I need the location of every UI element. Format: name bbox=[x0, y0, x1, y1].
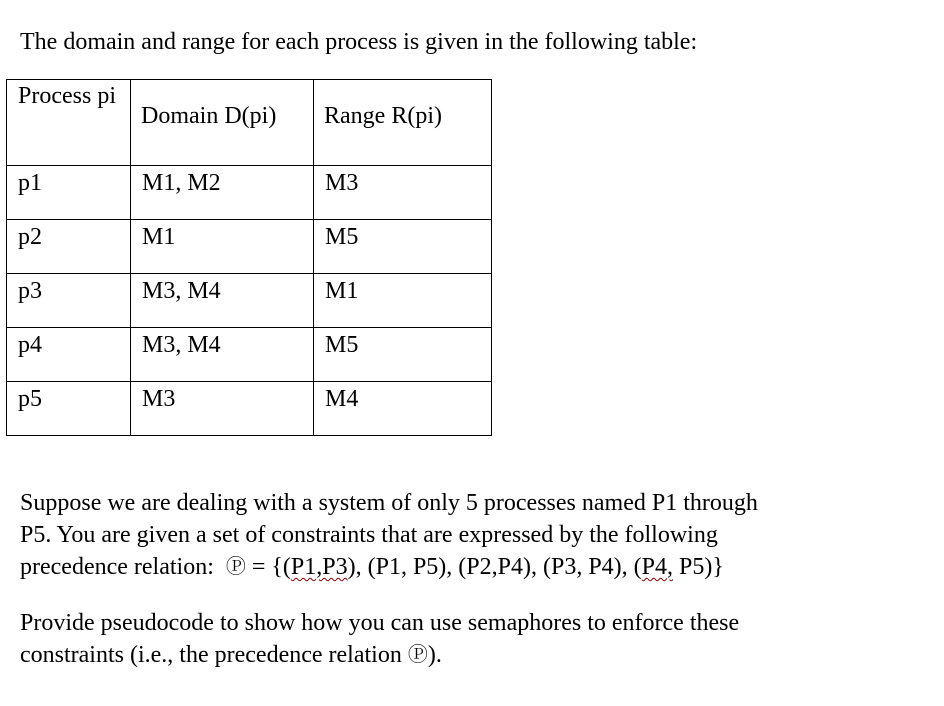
cell-process: p4 bbox=[7, 328, 131, 382]
constraints-paragraph bbox=[20, 487, 920, 583]
cell-range: M5 bbox=[314, 328, 492, 382]
intro-text: The domain and range for each process is given in the following table: bbox=[20, 29, 698, 55]
paragraph-text: ). bbox=[427, 642, 442, 668]
paragraph-line: Suppose we are dealing with a system of only 5 processes named P1 through bbox=[20, 490, 758, 516]
cell-domain: M1, M2 bbox=[131, 166, 314, 220]
table-row bbox=[7, 328, 492, 382]
precedence-relation-line bbox=[20, 551, 920, 583]
header-process: Process pi bbox=[7, 80, 131, 166]
table-row bbox=[7, 166, 492, 220]
paragraph-line bbox=[20, 639, 920, 671]
spellcheck-squiggle-text: P1,P3 bbox=[290, 554, 348, 580]
cell-process: p2 bbox=[7, 220, 131, 274]
circled-p-symbol: Ⓟ bbox=[225, 554, 246, 578]
process-table bbox=[6, 79, 492, 436]
table-row bbox=[7, 220, 492, 274]
cell-domain: M1 bbox=[131, 220, 314, 274]
paragraph-line: Provide pseudocode to show how you can use semaphores to enforce these bbox=[20, 610, 740, 636]
cell-range: M3 bbox=[314, 166, 492, 220]
paragraph-text: precedence relation: bbox=[20, 554, 226, 580]
task-paragraph bbox=[20, 607, 920, 671]
cell-domain: M3, M4 bbox=[131, 274, 314, 328]
table-header-row bbox=[7, 80, 492, 166]
cell-domain: M3 bbox=[131, 382, 314, 436]
cell-range: M1 bbox=[314, 274, 492, 328]
cell-process: p1 bbox=[7, 166, 131, 220]
header-range: Range R(pi) bbox=[314, 80, 492, 166]
paragraph-text: = {( bbox=[245, 554, 291, 580]
cell-range: M4 bbox=[314, 382, 492, 436]
cell-process: p3 bbox=[7, 274, 131, 328]
paragraph-text: ), (P1, P5), (P2,P4), (P3, P4), ( bbox=[347, 554, 642, 580]
table-row bbox=[7, 382, 492, 436]
spellcheck-squiggle-text: P4, bbox=[641, 554, 674, 580]
paragraph-text: P5)} bbox=[673, 554, 724, 580]
cell-process: p5 bbox=[7, 382, 131, 436]
paragraph-text: constraints (i.e., the precedence relation bbox=[20, 642, 408, 668]
cell-range: M5 bbox=[314, 220, 492, 274]
table-row bbox=[7, 274, 492, 328]
header-domain: Domain D(pi) bbox=[131, 80, 314, 166]
cell-domain: M3, M4 bbox=[131, 328, 314, 382]
paragraph-line: P5. You are given a set of constraints that are expressed by the following bbox=[20, 522, 718, 548]
circled-p-symbol: Ⓟ bbox=[407, 642, 428, 666]
